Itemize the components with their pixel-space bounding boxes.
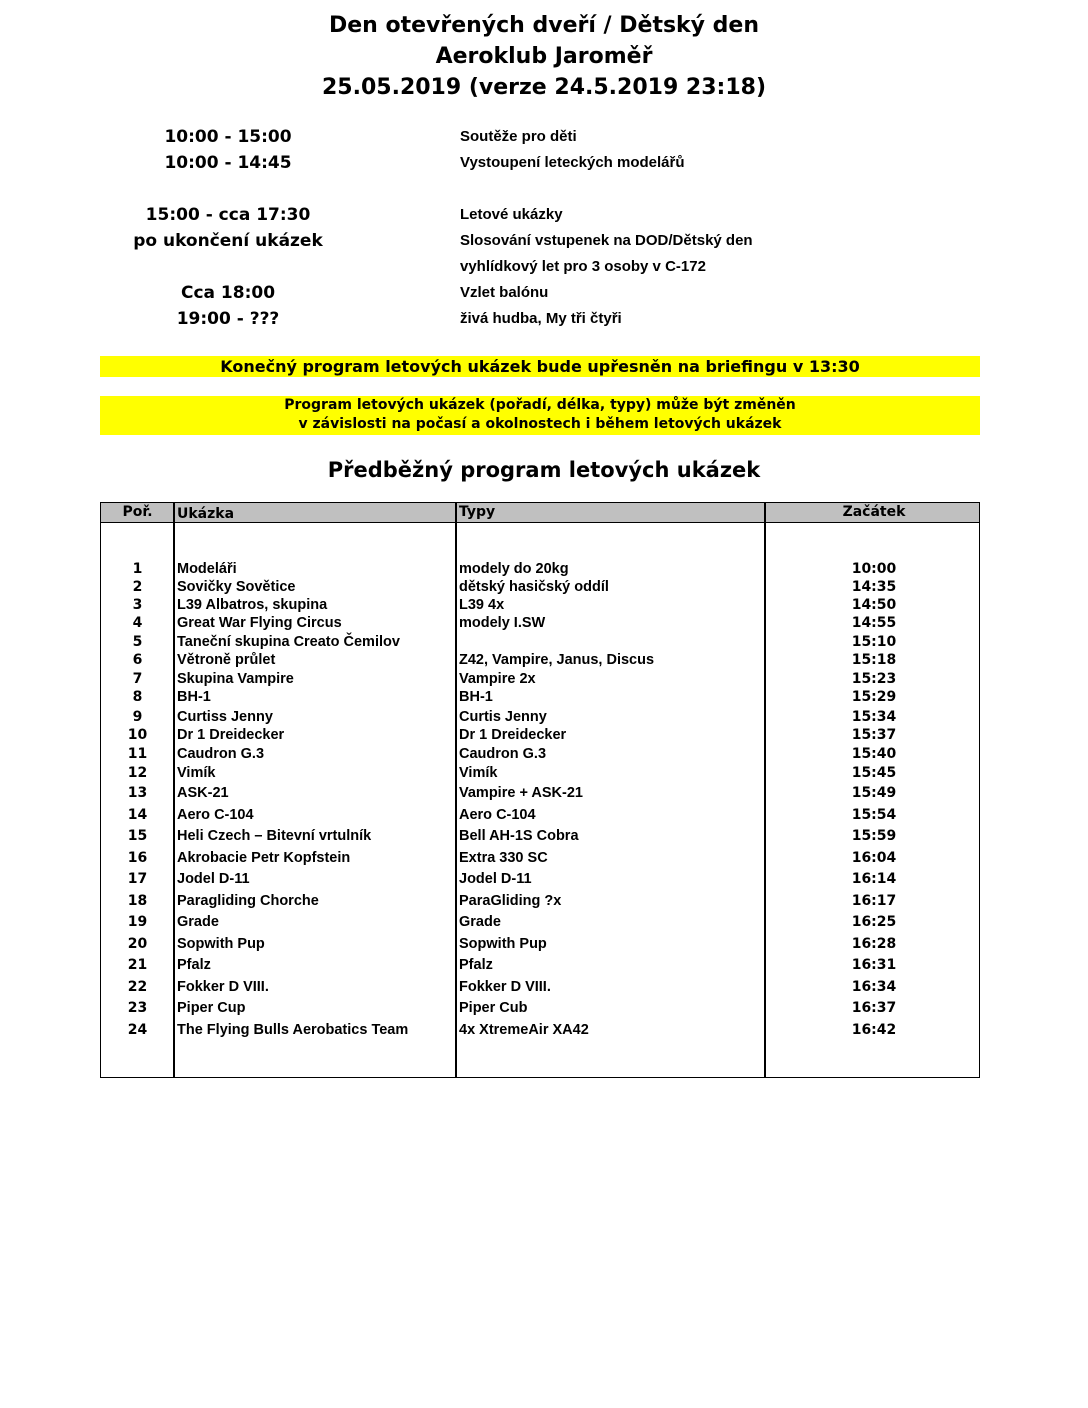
row-show: Pfalz <box>177 957 211 973</box>
row-start: 14:35 <box>851 579 897 595</box>
row-type: Piper Cub <box>459 1000 528 1016</box>
row-type: modely I.SW <box>459 615 546 631</box>
schedule-row <box>100 254 980 280</box>
table-row <box>101 934 979 954</box>
table-row <box>101 744 979 764</box>
row-type: Extra 330 SC <box>459 850 548 866</box>
row-type: Aero C-104 <box>459 807 536 823</box>
row-type: Vampire + ASK-21 <box>459 785 583 801</box>
table-header <box>101 503 979 523</box>
row-order: 24 <box>127 1022 148 1038</box>
schedule-event: Vzlet balónu <box>460 284 549 301</box>
table-row <box>101 848 979 868</box>
table-row <box>101 595 979 615</box>
row-show: L39 Albatros, skupina <box>177 597 328 613</box>
row-start: 10:00 <box>851 561 897 577</box>
row-order: 17 <box>127 871 148 887</box>
title-line-1: Den otevřených dveří / Dětský den <box>328 13 760 38</box>
schedule-row <box>100 124 980 150</box>
schedule-time: 10:00 - 15:00 <box>164 127 292 147</box>
row-type: Fokker D VIII. <box>459 979 551 995</box>
row-order: 9 <box>132 709 143 725</box>
schedule-event: vyhlídkový let pro 3 osoby v C-172 <box>460 258 706 275</box>
section-title: Předběžný program letových ukázek <box>327 458 761 482</box>
row-order: 2 <box>132 579 143 595</box>
row-show: Caudron G.3 <box>177 746 265 762</box>
row-show: Fokker D VIII. <box>177 979 269 995</box>
row-start: 15:49 <box>851 785 897 801</box>
row-start: 15:34 <box>851 709 897 725</box>
day-schedule <box>100 124 980 332</box>
row-start: 16:14 <box>851 871 897 887</box>
row-type: Vampire 2x <box>459 671 536 687</box>
table-row <box>101 687 979 707</box>
row-show: Sovičky Sovětice <box>177 579 296 595</box>
row-type: Z42, Vampire, Janus, Discus <box>459 652 655 668</box>
schedule-event: Letové ukázky <box>460 206 563 223</box>
row-show: Akrobacie Petr Kopfstein <box>177 850 351 866</box>
row-order: 4 <box>132 615 143 631</box>
table-row <box>101 559 979 579</box>
row-start: 15:54 <box>851 807 897 823</box>
row-show: Piper Cup <box>177 1000 246 1016</box>
title-line-2: Aeroklub Jaroměř <box>435 44 653 69</box>
table-row <box>101 577 979 597</box>
row-type: modely do 20kg <box>459 561 569 577</box>
row-show: Heli Czech – Bitevní vrtulník <box>177 828 372 844</box>
row-type: ParaGliding ?x <box>459 893 562 909</box>
row-start: 16:25 <box>851 914 897 930</box>
row-order: 18 <box>127 893 148 909</box>
row-start: 15:29 <box>851 689 897 705</box>
change-notice-banner <box>100 396 980 435</box>
row-order: 3 <box>132 597 143 613</box>
row-show: Grade <box>177 914 219 930</box>
title-line-3: 25.05.2019 (verze 24.5.2019 23:18) <box>322 75 766 100</box>
row-start: 16:28 <box>851 936 897 952</box>
row-order: 1 <box>132 561 143 577</box>
row-type: Jodel D-11 <box>459 871 532 887</box>
schedule-time: 19:00 - ??? <box>176 309 280 329</box>
row-show: ASK-21 <box>177 785 229 801</box>
row-show: Vimík <box>177 765 216 781</box>
row-start: 15:37 <box>851 727 897 743</box>
table-row <box>101 1020 979 1040</box>
row-order: 15 <box>127 828 148 844</box>
row-order: 21 <box>127 957 148 973</box>
row-show: Paragliding Chorche <box>177 893 319 909</box>
header-types: Typy <box>459 504 496 520</box>
table-row <box>101 725 979 745</box>
schedule-row <box>100 202 980 228</box>
change-notice-line-1: Program letových ukázek (pořadí, délka, typy) může být změněn <box>284 397 796 413</box>
schedule-row <box>100 150 980 176</box>
schedule-time: po ukončení ukázek <box>133 231 323 251</box>
header-start: Začátek <box>842 504 906 520</box>
row-order: 10 <box>127 727 148 743</box>
row-type: dětský hasičský oddíl <box>459 579 609 595</box>
program-table <box>100 502 980 1078</box>
row-show: BH-1 <box>177 689 211 705</box>
table-row <box>101 613 979 633</box>
row-order: 11 <box>127 746 148 762</box>
table-row <box>101 869 979 889</box>
row-start: 14:55 <box>851 615 897 631</box>
row-order: 14 <box>127 807 148 823</box>
row-type: Dr 1 Dreidecker <box>459 727 567 743</box>
table-row <box>101 650 979 670</box>
row-start: 15:45 <box>851 765 897 781</box>
row-type: Grade <box>459 914 501 930</box>
table-row <box>101 912 979 932</box>
table-row <box>101 707 979 727</box>
table-row <box>101 783 979 803</box>
row-show: Aero C-104 <box>177 807 254 823</box>
table-row <box>101 955 979 975</box>
schedule-time: Cca 18:00 <box>180 283 276 303</box>
schedule-event: Soutěže pro děti <box>460 128 577 145</box>
row-order: 20 <box>127 936 148 952</box>
schedule-row <box>100 280 980 306</box>
header-order: Poř. <box>122 504 153 520</box>
schedule-event: Vystoupení leteckých modelářů <box>460 154 685 171</box>
schedule-time: 15:00 - cca 17:30 <box>145 205 311 225</box>
row-order: 7 <box>132 671 143 687</box>
schedule-row <box>100 306 980 332</box>
row-show: Curtiss Jenny <box>177 709 273 725</box>
schedule-row <box>100 228 980 254</box>
row-show: Modeláři <box>177 561 237 577</box>
schedule-time: 10:00 - 14:45 <box>164 153 292 173</box>
header-show: Ukázka <box>177 506 235 522</box>
row-start: 15:59 <box>851 828 897 844</box>
row-show: Sopwith Pup <box>177 936 265 952</box>
row-show: Jodel D-11 <box>177 871 250 887</box>
table-row <box>101 891 979 911</box>
row-type: BH-1 <box>459 689 493 705</box>
row-start: 16:04 <box>851 850 897 866</box>
row-type: Curtis Jenny <box>459 709 547 725</box>
row-order: 6 <box>132 652 143 668</box>
briefing-notice-banner: Konečný program letových ukázek bude upřesněn na briefingu v 13:30 <box>100 356 980 377</box>
table-row <box>101 998 979 1018</box>
row-type: 4x XtremeAir XA42 <box>459 1022 589 1038</box>
row-type: L39 4x <box>459 597 505 613</box>
row-type: Bell AH-1S Cobra <box>459 828 579 844</box>
row-order: 13 <box>127 785 148 801</box>
row-show: Dr 1 Dreidecker <box>177 727 285 743</box>
row-start: 15:23 <box>851 671 897 687</box>
document-title <box>0 10 1088 103</box>
row-start: 15:10 <box>851 634 897 650</box>
row-order: 8 <box>132 689 143 705</box>
table-row <box>101 826 979 846</box>
row-start: 15:40 <box>851 746 897 762</box>
row-order: 22 <box>127 979 148 995</box>
row-order: 19 <box>127 914 148 930</box>
row-show: Great War Flying Circus <box>177 615 342 631</box>
schedule-event: Slosování vstupenek na DOD/Dětský den <box>460 232 753 249</box>
table-row <box>101 805 979 825</box>
row-order: 16 <box>127 850 148 866</box>
row-order: 23 <box>127 1000 148 1016</box>
schedule-event: živá hudba, My tři čtyři <box>460 310 622 327</box>
row-start: 16:37 <box>851 1000 897 1016</box>
table-row <box>101 669 979 689</box>
row-type: Caudron G.3 <box>459 746 547 762</box>
row-type: Pfalz <box>459 957 493 973</box>
row-show: Skupina Vampire <box>177 671 294 687</box>
row-show: Větroně průlet <box>177 652 276 668</box>
row-start: 15:18 <box>851 652 897 668</box>
table-row <box>101 632 979 652</box>
row-show: The Flying Bulls Aerobatics Team <box>177 1022 409 1038</box>
schedule-spacer <box>100 176 980 202</box>
row-start: 16:42 <box>851 1022 897 1038</box>
row-start: 16:34 <box>851 979 897 995</box>
row-type: Sopwith Pup <box>459 936 547 952</box>
row-type: Vimík <box>459 765 498 781</box>
row-start: 16:31 <box>851 957 897 973</box>
row-order: 12 <box>127 765 148 781</box>
row-show: Taneční skupina Creato Čemilov <box>177 634 400 650</box>
row-start: 14:50 <box>851 597 897 613</box>
row-start: 16:17 <box>851 893 897 909</box>
change-notice-line-2: v závislosti na počasí a okolnostech i během letových ukázek <box>298 416 782 432</box>
table-row <box>101 763 979 783</box>
table-row <box>101 977 979 997</box>
row-order: 5 <box>132 634 143 650</box>
